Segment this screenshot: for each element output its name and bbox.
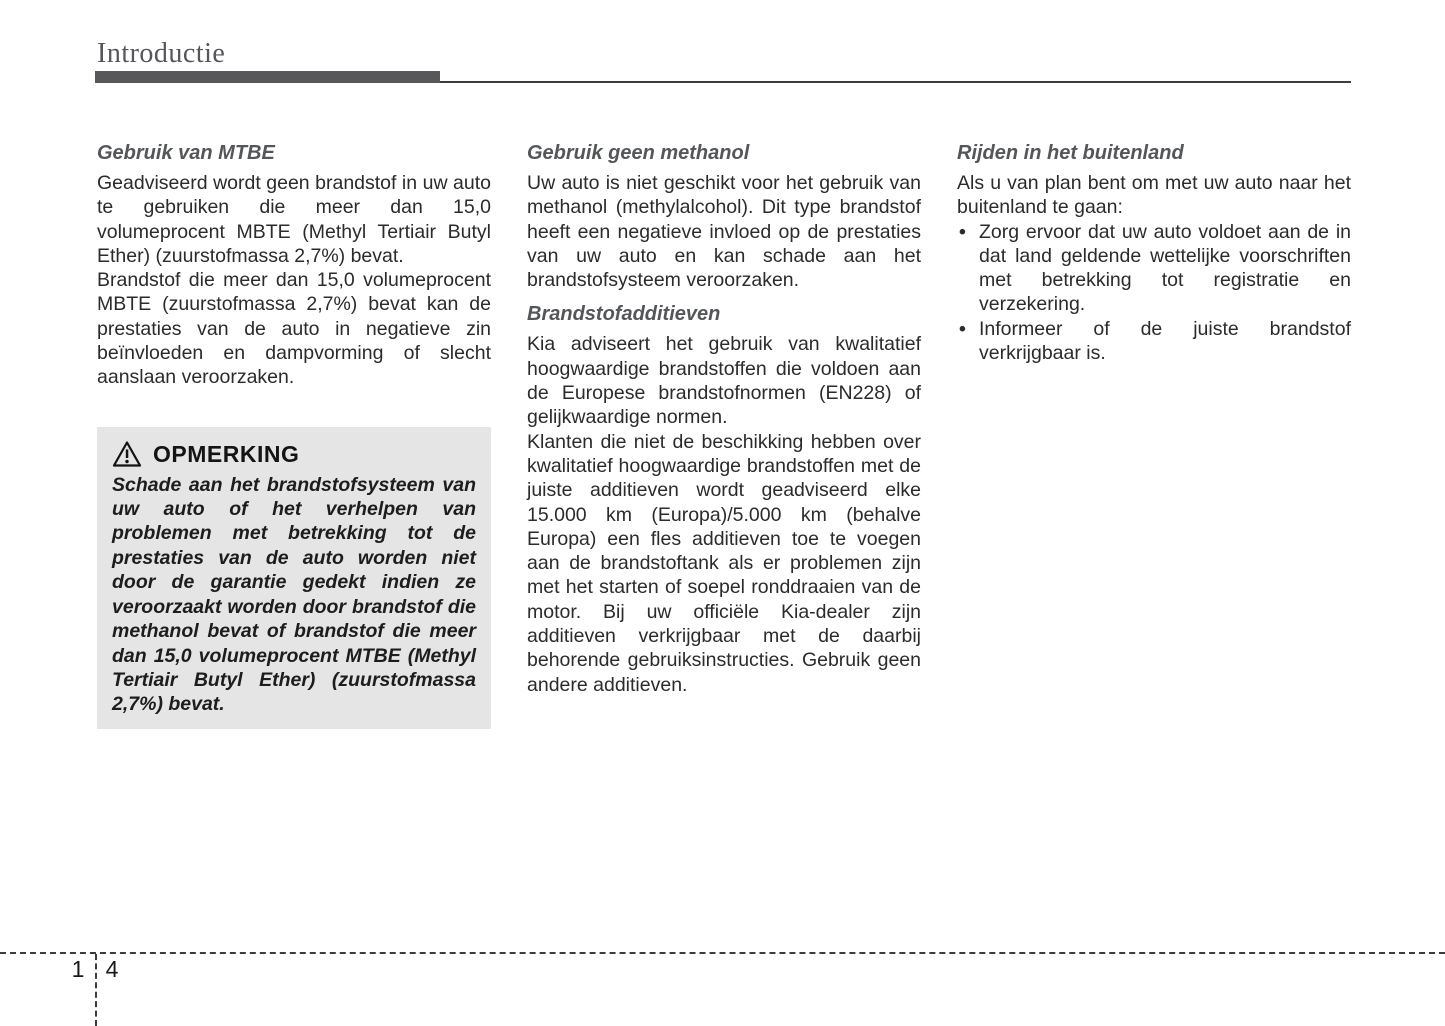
section-heading-brandstofadditieven: Brandstofadditieven: [527, 303, 721, 326]
header-rule-bar: [95, 71, 440, 83]
note-body: Schade aan het brandstofsysteem van uw auto of het verhelpen van problemen met betrekking tot de prestaties van de auto worden niet door de garantie gedekt indien ze veroorzaakt worden door brandstof die methanol bevat of brandstof die meer dan 15,0 volumeprocent MTBE (Methyl Tertiair Butyl Ether) (zuurstofmassa 2,7%) bevat.: [112, 473, 476, 716]
bullet-text: Informeer of de juiste brandstof verkrijgbaar is.: [979, 317, 1351, 365]
footer-dashed-divider: [0, 952, 1445, 954]
paragraph: Brandstof die meer dan 15,0 volumeprocent MBTE (zuurstofmassa 2,7%) bevat kan de prestaties van de auto in negatieve zin beïnvloeden en dampvorming of slecht aanslaan veroorzaken.: [97, 269, 491, 389]
bullet-item: [957, 317, 1351, 366]
paragraph: Als u van plan bent om met uw auto naar het buitenland te gaan:: [957, 172, 1351, 219]
footer-chapter-number: 1: [71, 956, 85, 982]
section-heading-buitenland: Rijden in het buitenland: [957, 142, 1184, 164]
note-title: OPMERKING: [153, 440, 300, 467]
bullet-marker: •: [959, 220, 966, 243]
column-methanol-additieven: [527, 140, 921, 697]
section-heading-mtbe: Gebruik van MTBE: [97, 142, 275, 164]
page-title: Introductie: [97, 38, 226, 69]
paragraph: Kia adviseert het gebruik van kwalitatief hoogwaardige brandstoffen die voldoen aan de Europese brandstofnormen (EN228) of gelijkwaardige normen.: [527, 333, 921, 429]
warning-triangle-icon: [112, 440, 142, 468]
bullet-marker: •: [959, 317, 966, 340]
note-title-row: [112, 440, 476, 468]
footer-page-number: 4: [105, 956, 119, 982]
paragraph: Klanten die niet de beschikking hebben over kwalitatief hoogwaardige brandstoffen met de juiste additieven wordt geadviseerd elke 15.000 km (Europa)/5.000 km (behalve Europa) een fles additieven toe te voegen aan de brandstoftank als er problemen zijn met het starten of soepel ronddraaien van de motor. Bij uw officiële Kia-dealer zijn additieven verkrijgbaar met de daarbij behorende gebruiksinstructies. Gebruik geen andere additieven.: [527, 430, 921, 696]
note-box: [97, 427, 491, 729]
bullet-text: Zorg ervoor dat uw auto voldoet aan de in dat land geldende wettelijke voorschriften met betrekking tot registratie en verzekering.: [979, 220, 1351, 316]
paragraph: Geadviseerd wordt geen brandstof in uw auto te gebruiken die meer dan 15,0 volumeprocent MBTE (Methyl Tertiair Butyl Ether) (zuurstofmassa 2,7%) bevat.: [97, 172, 491, 267]
footer-vertical-divider: [95, 954, 97, 1026]
section-heading-methanol: Gebruik geen methanol: [527, 142, 750, 164]
bullet-list: [957, 220, 1351, 366]
paragraph: Uw auto is niet geschikt voor het gebruik van methanol (methylalcohol). Dit type brandstof heeft een negatieve invloed op de prestaties van uw auto en kan schade aan het brandstofsysteem veroorzaken.: [527, 172, 921, 292]
bullet-item: [957, 220, 1351, 317]
column-buitenland: [957, 140, 1351, 365]
column-mtbe: [97, 140, 491, 729]
